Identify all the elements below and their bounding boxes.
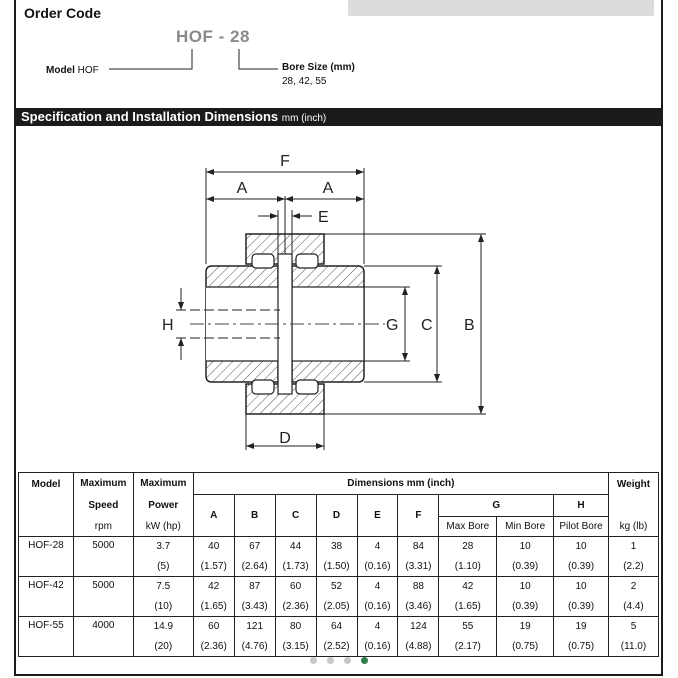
cell-f-inch: (4.88) <box>398 637 439 657</box>
cell-c-inch: (3.15) <box>275 637 316 657</box>
cell-b-inch: (3.43) <box>234 597 275 617</box>
cell-e: 4 <box>357 617 398 637</box>
cell-f-inch: (3.46) <box>398 597 439 617</box>
hdr-b: B <box>234 495 275 537</box>
cell-g-min-inch: (0.75) <box>497 637 554 657</box>
code-separator: - <box>213 27 230 46</box>
cell-g-max-inch: (1.65) <box>439 597 497 617</box>
carousel-dots <box>310 657 380 665</box>
table-row <box>19 577 659 597</box>
cell-d: 64 <box>316 617 357 637</box>
carousel-dot[interactable] <box>310 657 317 664</box>
dim-label-g: G <box>386 317 399 334</box>
cell-e-inch: (0.16) <box>357 637 398 657</box>
spec-table <box>18 472 659 657</box>
cell-e: 4 <box>357 577 398 597</box>
model-value: HOF <box>77 65 99 76</box>
cell-d: 52 <box>316 577 357 597</box>
row-speed: 5000 <box>73 577 133 617</box>
hdr-speed-2: Speed <box>73 495 133 517</box>
spec-title-text: Specification and Installation Dimensions <box>21 109 279 124</box>
dim-label-h: H <box>162 317 174 334</box>
dim-label-f: F <box>280 153 290 170</box>
hdr-dimensions: Dimensions mm (inch) <box>193 473 608 495</box>
hdr-h: H <box>554 495 609 517</box>
cell-b: 121 <box>234 617 275 637</box>
cell-g-max: 42 <box>439 577 497 597</box>
cell-g-max: 55 <box>439 617 497 637</box>
cell-a: 60 <box>193 617 234 637</box>
hdr-power-unit: kW (hp) <box>133 517 193 537</box>
hdr-model: Model <box>19 473 74 537</box>
carousel-dot-active[interactable] <box>361 657 368 664</box>
cell-c: 44 <box>275 537 316 557</box>
cell-weight-lb: (11.0) <box>608 637 658 657</box>
dim-label-d: D <box>279 430 291 447</box>
cell-c: 60 <box>275 577 316 597</box>
cell-a-inch: (1.65) <box>193 597 234 617</box>
cell-a-inch: (1.57) <box>193 557 234 577</box>
cell-h: 10 <box>554 577 609 597</box>
cell-a-inch: (2.36) <box>193 637 234 657</box>
cell-b-inch: (4.76) <box>234 637 275 657</box>
cell-f: 124 <box>398 617 439 637</box>
hdr-power-1: Maximum <box>133 473 193 495</box>
hdr-speed-unit: rpm <box>73 517 133 537</box>
cell-weight-lb: (4.4) <box>608 597 658 617</box>
cell-f-inch: (3.31) <box>398 557 439 577</box>
hdr-d: D <box>316 495 357 537</box>
row-power: 7.5 <box>133 577 193 597</box>
cell-h: 10 <box>554 537 609 557</box>
cell-d-inch: (1.50) <box>316 557 357 577</box>
cell-weight: 2 <box>608 577 658 597</box>
cell-d-inch: (2.05) <box>316 597 357 617</box>
row-model: HOF-28 <box>19 537 74 577</box>
row-speed: 5000 <box>73 537 133 577</box>
row-model: HOF-55 <box>19 617 74 657</box>
cell-weight-lb: (2.2) <box>608 557 658 577</box>
cell-e-inch: (0.16) <box>357 557 398 577</box>
order-code-title: Order Code <box>24 5 102 21</box>
row-power: 14.9 <box>133 617 193 637</box>
dim-label-b: B <box>464 317 475 334</box>
cell-b: 67 <box>234 537 275 557</box>
cell-g-max: 28 <box>439 537 497 557</box>
dim-label-a-right: A <box>322 180 334 197</box>
cell-e-inch: (0.16) <box>357 597 398 617</box>
cell-g-min: 10 <box>497 537 554 557</box>
table-row <box>19 537 659 557</box>
cell-c: 80 <box>275 617 316 637</box>
cell-weight: 5 <box>608 617 658 637</box>
hdr-g-max: Max Bore <box>439 517 497 537</box>
hdr-f: F <box>398 495 439 537</box>
cell-g-min: 10 <box>497 577 554 597</box>
cell-h: 19 <box>554 617 609 637</box>
cell-g-min-inch: (0.39) <box>497 597 554 617</box>
hdr-e: E <box>357 495 398 537</box>
row-speed: 4000 <box>73 617 133 657</box>
cell-c-inch: (2.36) <box>275 597 316 617</box>
cell-c-inch: (1.73) <box>275 557 316 577</box>
row-power: 3.7 <box>133 537 193 557</box>
cell-weight: 1 <box>608 537 658 557</box>
cell-d: 38 <box>316 537 357 557</box>
cell-a: 42 <box>193 577 234 597</box>
cell-b: 87 <box>234 577 275 597</box>
code-suffix: 28 <box>230 27 250 46</box>
coupling-body <box>190 234 385 414</box>
cell-g-max-inch: (2.17) <box>439 637 497 657</box>
cell-d-inch: (2.52) <box>316 637 357 657</box>
cell-f: 88 <box>398 577 439 597</box>
row-power-hp: (20) <box>133 637 193 657</box>
cell-h-inch: (0.39) <box>554 557 609 577</box>
dim-label-a-left: A <box>236 180 248 197</box>
hdr-g: G <box>439 495 554 517</box>
carousel-dot[interactable] <box>344 657 351 664</box>
model-label-text: Model <box>46 65 75 76</box>
cell-h-inch: (0.75) <box>554 637 609 657</box>
table-row <box>19 617 659 637</box>
cell-h-inch: (0.39) <box>554 597 609 617</box>
cell-g-min: 19 <box>497 617 554 637</box>
cell-f: 84 <box>398 537 439 557</box>
row-model: HOF-42 <box>19 577 74 617</box>
frame-bottom <box>14 674 663 676</box>
hdr-g-min: Min Bore <box>497 517 554 537</box>
hdr-speed-1: Maximum <box>73 473 133 495</box>
dim-label-c: C <box>421 317 433 334</box>
hdr-c: C <box>275 495 316 537</box>
hdr-power-2: Power <box>133 495 193 517</box>
code-prefix: HOF <box>176 27 214 46</box>
hdr-weight-unit: kg (lb) <box>608 517 658 537</box>
dim-label-e: E <box>318 209 329 226</box>
row-power-hp: (5) <box>133 557 193 577</box>
hdr-weight: Weight <box>608 473 658 517</box>
hdr-a: A <box>193 495 234 537</box>
cell-e: 4 <box>357 537 398 557</box>
bore-size-values: 28, 42, 55 <box>282 76 327 87</box>
spec-unit-text: mm (inch) <box>281 113 327 124</box>
cell-a: 40 <box>193 537 234 557</box>
cell-b-inch: (2.64) <box>234 557 275 577</box>
cell-g-max-inch: (1.10) <box>439 557 497 577</box>
hdr-h-pilot: Pilot Bore <box>554 517 609 537</box>
cell-g-min-inch: (0.39) <box>497 557 554 577</box>
carousel-dot[interactable] <box>327 657 334 664</box>
bore-size-label: Bore Size (mm) <box>282 62 355 73</box>
row-power-hp: (10) <box>133 597 193 617</box>
